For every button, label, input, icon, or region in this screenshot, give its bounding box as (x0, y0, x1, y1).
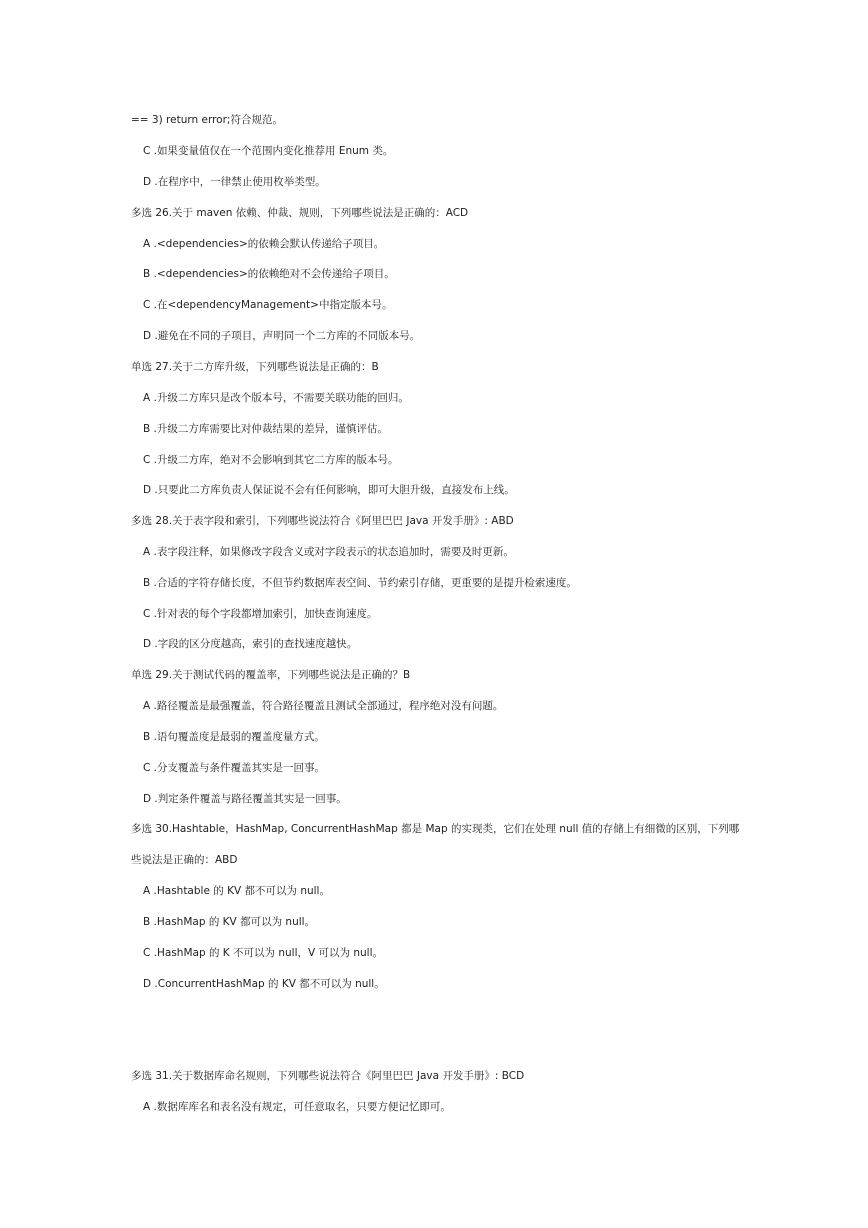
option-c: C .在<dependencyManagement>中指定版本号。 (143, 299, 393, 311)
option-a: A .Hashtable 的 KV 都不可以为 null。 (143, 885, 330, 897)
option-a: A .路径覆盖是最强覆盖，符合路径覆盖且测试全部通过，程序绝对没有问题。 (143, 700, 504, 712)
text-line: == 3) return error;符合规范。 (131, 114, 283, 126)
question-30: 多选 30.Hashtable，HashMap, ConcurrentHashMap 都是 Map 的实现类，它们在处理 null 值的存储上有细微的区别，下列哪 (131, 823, 740, 835)
option-d: D .字段的区分度越高，索引的查找速度越快。 (143, 638, 358, 650)
option-b: B .合适的字符存储长度，不但节约数据库表空间、节约索引存储，更重要的是提升检索速度。 (143, 577, 577, 589)
option-d: D .避免在不同的子项目，声明同一个二方库的不同版本号。 (143, 330, 421, 342)
option-c: C .如果变量值仅在一个范围内变化推荐用 Enum 类。 (143, 145, 394, 157)
question-29: 单选 29.关于测试代码的覆盖率，下列哪些说法是正确的？B (131, 669, 411, 681)
option-a: A .<dependencies>的依赖会默认传递给子项目。 (143, 238, 385, 250)
question-28: 多选 28.关于表字段和索引，下列哪些说法符合《阿里巴巴 Java 开发手册》: ABD (131, 515, 514, 527)
option-c: C .分支覆盖与条件覆盖其实是一回事。 (143, 762, 326, 774)
question-30-continued: 些说法是正确的：ABD (131, 854, 238, 866)
option-a: A .数据库库名和表名没有规定，可任意取名，只要方便记忆即可。 (143, 1101, 451, 1113)
option-c: C .升级二方库，绝对不会影响到其它二方库的版本号。 (143, 454, 399, 466)
option-a: A .表字段注释，如果修改字段含义或对字段表示的状态追加时，需要及时更新。 (143, 546, 514, 558)
option-b: B .升级二方库需要比对仲裁结果的差异，谨慎评估。 (143, 423, 388, 435)
option-b: B .语句覆盖度是最弱的覆盖度量方式。 (143, 731, 325, 743)
question-26: 多选 26.关于 maven 依赖、仲裁、规则，下列哪些说法是正确的：ACD (131, 207, 469, 219)
option-a: A .升级二方库只是改个版本号，不需要关联功能的回归。 (143, 392, 409, 404)
option-c: C .针对表的每个字段都增加索引，加快查询速度。 (143, 608, 378, 620)
option-d: D .在程序中，一律禁止使用枚举类型。 (143, 176, 326, 188)
option-d: D .ConcurrentHashMap 的 KV 都不可以为 null。 (143, 978, 385, 990)
option-b: B .HashMap 的 KV 都可以为 null。 (143, 916, 316, 928)
option-b: B .<dependencies>的依赖绝对不会传递给子项目。 (143, 268, 395, 280)
option-c: C .HashMap 的 K 不可以为 null，V 可以为 null。 (143, 947, 384, 959)
option-d: D .只要此二方库负责人保证说不会有任何影响，即可大胆升级，直接发布上线。 (143, 484, 515, 496)
question-27: 单选 27.关于二方库升级，下列哪些说法是正确的：B (131, 361, 379, 373)
question-31: 多选 31.关于数据库命名规则，下列哪些说法符合《阿里巴巴 Java 开发手册》: BCD (131, 1070, 525, 1082)
option-d: D .判定条件覆盖与路径覆盖其实是一回事。 (143, 793, 347, 805)
